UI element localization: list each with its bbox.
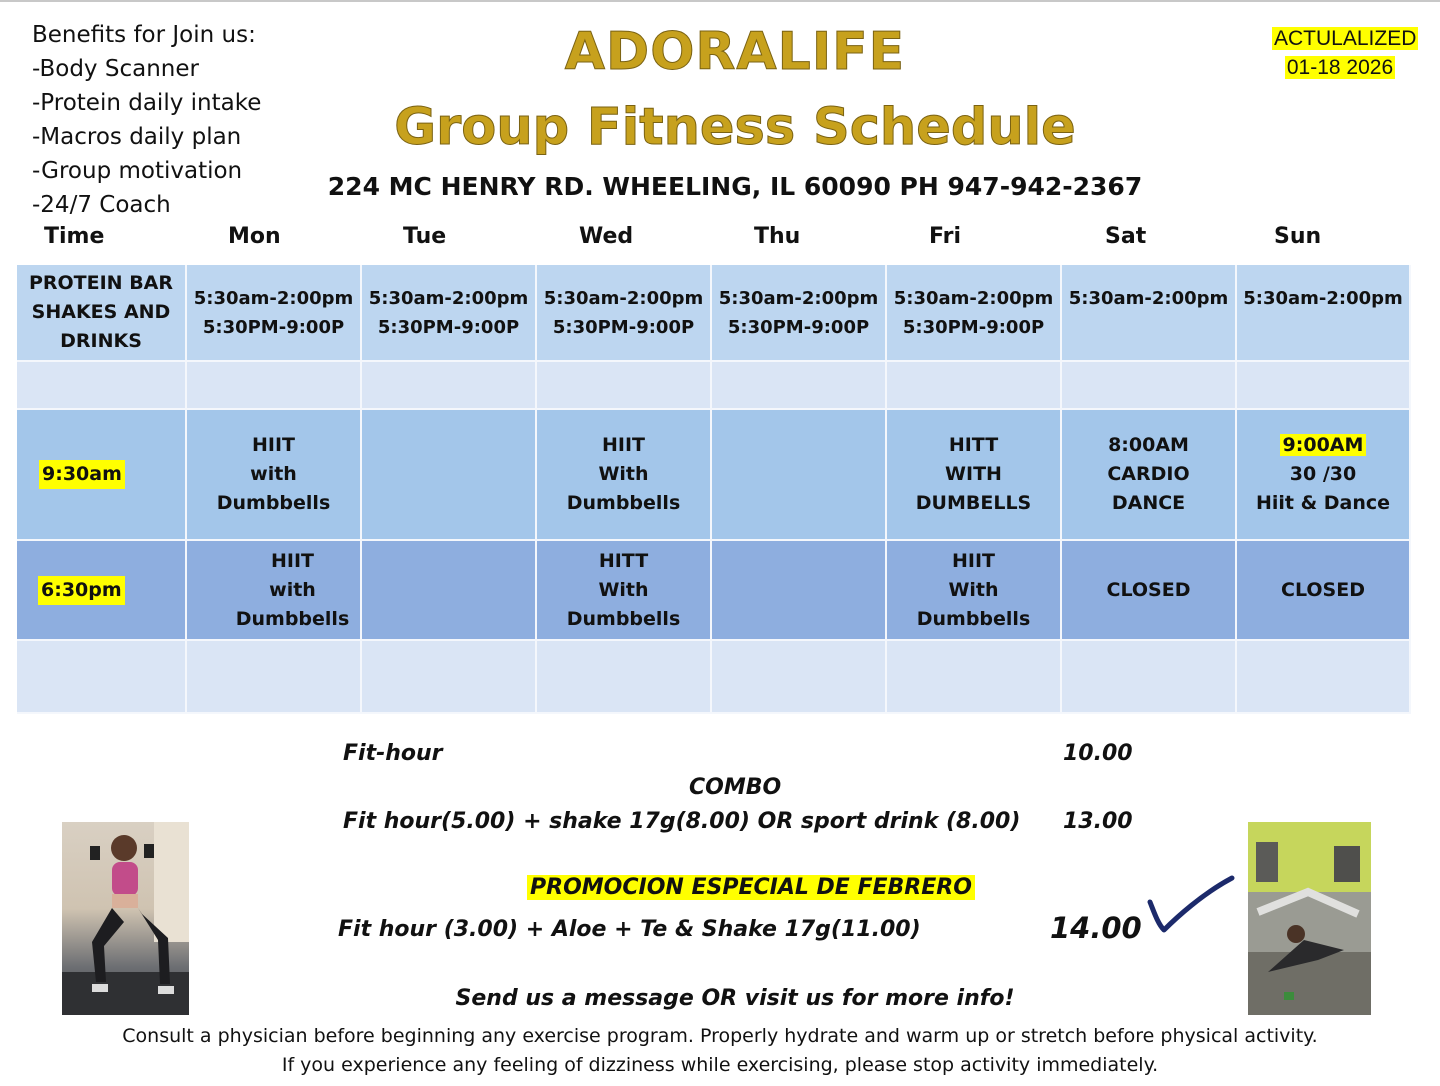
- hours-sun: [1237, 265, 1411, 362]
- empty-cell: [712, 541, 887, 641]
- class-wed-morning: [537, 410, 712, 541]
- col-header-time: Time: [44, 224, 105, 249]
- class-fri-morning: [887, 410, 1062, 541]
- col-header-wed: Wed: [579, 224, 634, 249]
- col-header-sat: Sat: [1105, 224, 1147, 249]
- empty-cell: [712, 362, 887, 410]
- protein-bar-label: DRINKS: [60, 330, 142, 352]
- hours-am: 5:30am-2:00pm: [1068, 287, 1229, 309]
- benefit-item: -Protein daily intake: [32, 90, 262, 116]
- benefits-heading: Benefits for Join us:: [32, 22, 256, 48]
- class-name: WITH: [945, 463, 1002, 485]
- hours-mon: [187, 265, 362, 362]
- benefit-item: -Body Scanner: [32, 56, 199, 82]
- empty-cell: [187, 362, 362, 410]
- page-title: Group Fitness Schedule: [394, 98, 1076, 157]
- class-name: Dumbbells: [216, 492, 331, 514]
- disclaimer-line-1: Consult a physician before beginning any exercise program. Properly hydrate and warm up or stretch before physical activity.: [122, 1025, 1318, 1047]
- hours-am: 5:30am-2:00pm: [543, 287, 704, 309]
- empty-cell: [362, 541, 537, 641]
- hours-pm: 5:30PM-9:00P: [202, 316, 345, 338]
- benefit-item: -Macros daily plan: [32, 124, 242, 150]
- time-label: 9:30am: [39, 460, 125, 489]
- address-line: 224 MC HENRY RD. WHEELING, IL 60090 PH 947-942-2367: [327, 172, 1143, 201]
- class-sat-evening: [1062, 541, 1237, 641]
- empty-cell: [1237, 641, 1411, 714]
- empty-cell: [187, 641, 362, 714]
- empty-cell: [537, 362, 712, 410]
- schedule-header-row: [0, 224, 1440, 256]
- time-cell-morning: [17, 410, 187, 541]
- class-name: Hiit & Dance: [1255, 492, 1391, 514]
- top-border: [0, 0, 1440, 2]
- benefits-list: [32, 18, 261, 222]
- time-cell-evening: [17, 541, 187, 641]
- protein-bar-label-cell: [17, 265, 187, 362]
- class-name: DUMBELLS: [915, 492, 1032, 514]
- class-name: DANCE: [1111, 492, 1186, 514]
- hours-am: 5:30am-2:00pm: [368, 287, 529, 309]
- col-header-sun: Sun: [1274, 224, 1322, 249]
- class-fri-evening: [887, 541, 1062, 641]
- class-mon-evening: [187, 541, 362, 641]
- fit-hour-label: Fit-hour: [343, 741, 443, 766]
- hours-pm: 5:30PM-9:00P: [902, 316, 1045, 338]
- class-name: Dumbbells: [916, 607, 1031, 630]
- empty-cell: [362, 410, 537, 541]
- col-header-tue: Tue: [403, 224, 447, 249]
- hours-am: 5:30am-2:00pm: [718, 287, 879, 309]
- class-name: With: [948, 578, 999, 601]
- class-name: Dumbbells: [566, 492, 681, 514]
- hours-am: 5:30am-2:00pm: [1243, 287, 1403, 309]
- hours-am: 5:30am-2:00pm: [893, 287, 1054, 309]
- empty-cell: [887, 641, 1062, 714]
- empty-cell: [887, 362, 1062, 410]
- class-name: 30 /30: [1289, 463, 1357, 485]
- combo-label: COMBO: [689, 775, 782, 800]
- empty-cell: [362, 641, 537, 714]
- hours-pm: 5:30PM-9:00P: [727, 316, 870, 338]
- class-name: HIIT: [601, 434, 645, 456]
- class-mon-morning: [187, 410, 362, 541]
- closed-label: CLOSED: [1281, 578, 1365, 601]
- class-name: HIIT: [251, 434, 295, 456]
- hours-sat: [1062, 265, 1237, 362]
- updated-badge: [1272, 24, 1417, 82]
- protein-bar-label: SHAKES AND: [31, 301, 171, 323]
- fit-hour-price: 10.00: [1063, 741, 1133, 766]
- schedule-table: [17, 265, 1416, 714]
- benefit-item: -24/7 Coach: [32, 192, 171, 218]
- hours-pm: 5:30PM-9:00P: [552, 316, 695, 338]
- class-name: With: [598, 463, 649, 485]
- empty-cell: [1237, 362, 1411, 410]
- empty-cell: [17, 362, 187, 410]
- empty-cell: [1062, 641, 1237, 714]
- class-name: With: [598, 578, 649, 601]
- col-header-thu: Thu: [754, 224, 801, 249]
- updated-date: 01-18 2026: [1286, 56, 1394, 79]
- hours-pm: 5:30PM-9:00P: [377, 316, 520, 338]
- class-name: HITT: [948, 434, 999, 456]
- class-sun-evening: [1237, 541, 1411, 641]
- time-label: 6:30pm: [38, 576, 125, 605]
- col-header-fri: Fri: [929, 224, 962, 249]
- empty-cell: [362, 362, 537, 410]
- class-name: HIIT: [270, 549, 314, 572]
- empty-cell: [712, 410, 887, 541]
- contact-call-to-action: Send us a message OR visit us for more info!: [455, 986, 1015, 1011]
- class-wed-evening: [537, 541, 712, 641]
- promo-label-text: PROMOCION ESPECIAL DE FEBRERO: [527, 875, 975, 900]
- disclaimer-line-2: If you experience any feeling of dizziness while exercising, please stop activity immediately.: [281, 1054, 1159, 1076]
- hours-tue: [362, 265, 537, 362]
- class-name: HITT: [598, 549, 649, 572]
- empty-cell: [1062, 362, 1237, 410]
- class-name: with: [269, 578, 316, 601]
- class-name: CARDIO: [1107, 463, 1190, 485]
- checkmark-icon: [1146, 872, 1238, 938]
- class-time: 9:00AM: [1280, 434, 1367, 456]
- class-name: Dumbbells: [235, 607, 350, 630]
- promo-description: Fit hour (3.00) + Aloe + Te & Shake 17g(11.00): [338, 917, 921, 942]
- promo-price: 14.00: [1050, 911, 1142, 945]
- brand-name: ADORALIFE: [564, 22, 906, 82]
- class-sat-morning: [1062, 410, 1237, 541]
- class-name: 8:00AM: [1108, 434, 1189, 456]
- empty-cell: [537, 641, 712, 714]
- col-header-mon: Mon: [228, 224, 281, 249]
- updated-label: ACTULALIZED: [1274, 27, 1417, 50]
- hours-thu: [712, 265, 887, 362]
- combo-description: Fit hour(5.00) + shake 17g(8.00) OR sport drink (8.00): [343, 809, 1021, 834]
- combo-price: 13.00: [1063, 809, 1133, 834]
- class-name: with: [250, 463, 297, 485]
- promo-label: [527, 875, 975, 900]
- class-name: Dumbbells: [566, 607, 681, 630]
- hours-am: 5:30am-2:00pm: [193, 287, 354, 309]
- empty-cell: [17, 641, 187, 714]
- class-sun-morning: [1237, 410, 1411, 541]
- protein-bar-label: PROTEIN BAR: [28, 272, 174, 294]
- hours-fri: [887, 265, 1062, 362]
- empty-cell: [712, 641, 887, 714]
- class-name: HIIT: [951, 549, 995, 572]
- hours-wed: [537, 265, 712, 362]
- benefit-item: -Group motivation: [32, 158, 243, 184]
- closed-label: CLOSED: [1106, 578, 1191, 601]
